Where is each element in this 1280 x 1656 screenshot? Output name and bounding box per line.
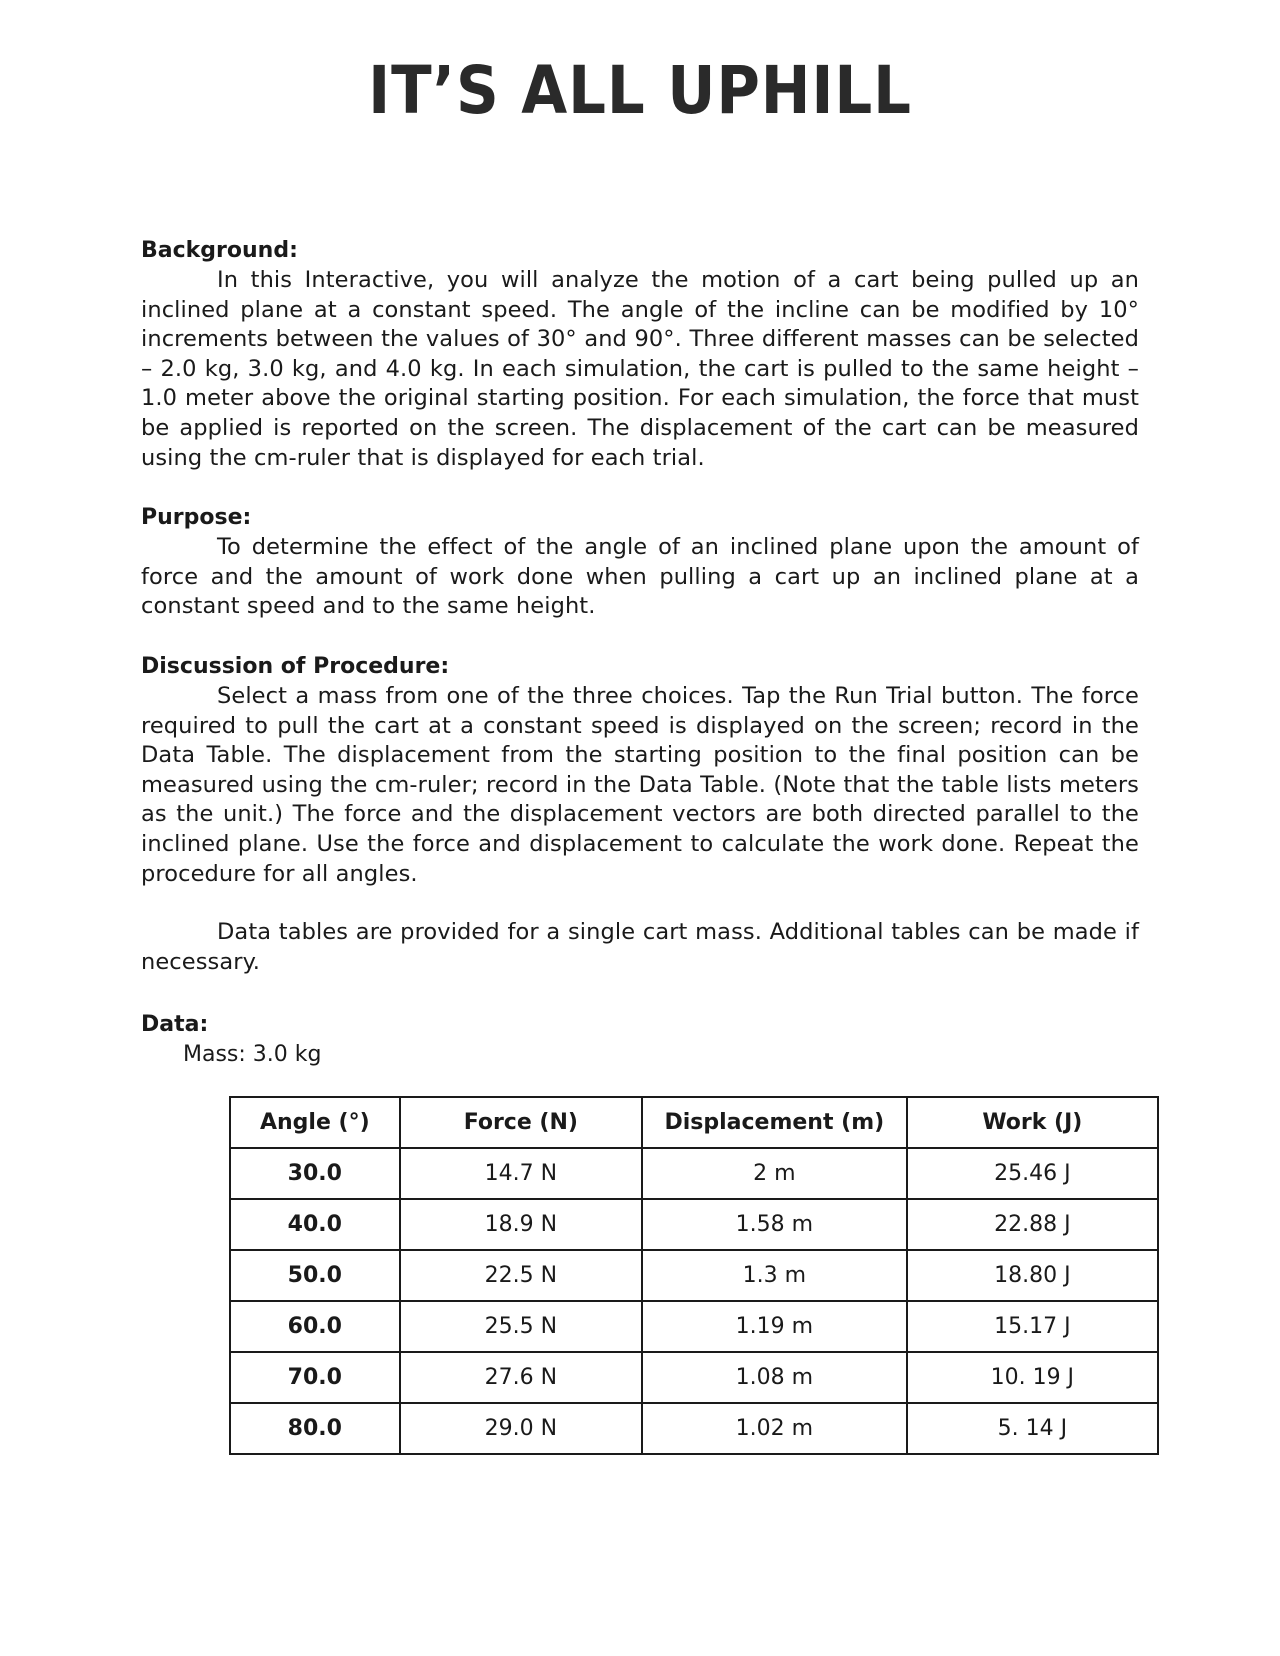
mass-label: Mass: 3.0 kg — [183, 1042, 322, 1067]
header-angle: Angle (°) — [230, 1097, 400, 1148]
displacement-cell: 1.58 m — [642, 1199, 907, 1250]
procedure-text-1: Select a mass from one of the three choices. Tap the Run Trial button. The force required to pull the cart at a constant speed is displayed on the screen; record in the Data Table. The displacement from the starting position to the final position can be measured using the cm-ruler; record in the Data Table. (Note that the table lists meters as the unit.) The force and the displacement vectors are both directed parallel to the inclined plane. Use the force and displacement to calculate the work done. Repeat the procedure for all angles. — [141, 683, 1139, 887]
work-cell: 22.88 J — [907, 1199, 1158, 1250]
purpose-section — [141, 503, 1139, 622]
header-work: Work (J) — [907, 1097, 1158, 1148]
angle-cell: 60.0 — [230, 1301, 400, 1352]
table-header-row — [230, 1097, 1158, 1148]
force-cell: 18.9 N — [400, 1199, 642, 1250]
work-cell: 10. 19 J — [907, 1352, 1158, 1403]
procedure-text-2: Data tables are provided for a single cart mass. Additional tables can be made if necessary. — [141, 919, 1139, 975]
work-cell: 15.17 J — [907, 1301, 1158, 1352]
header-displacement: Displacement (m) — [642, 1097, 907, 1148]
force-cell: 14.7 N — [400, 1148, 642, 1199]
displacement-cell: 1.19 m — [642, 1301, 907, 1352]
work-cell: 25.46 J — [907, 1148, 1158, 1199]
table-row — [230, 1250, 1158, 1301]
purpose-heading: Purpose: — [141, 505, 252, 530]
purpose-text: To determine the effect of the angle of an inclined plane upon the amount of force and the amount of work done when pulling a cart up an inclined plane at a constant speed and to the same height. — [141, 534, 1139, 620]
angle-cell: 40.0 — [230, 1199, 400, 1250]
table-row — [230, 1301, 1158, 1352]
work-cell: 5. 14 J — [907, 1403, 1158, 1454]
displacement-cell: 1.3 m — [642, 1250, 907, 1301]
force-cell: 25.5 N — [400, 1301, 642, 1352]
force-cell: 29.0 N — [400, 1403, 642, 1454]
page-title: IT’S ALL UPHILL — [368, 52, 912, 129]
force-cell: 27.6 N — [400, 1352, 642, 1403]
angle-cell: 50.0 — [230, 1250, 400, 1301]
background-text: In this Interactive, you will analyze the motion of a cart being pulled up an inclined plane at a constant speed. The angle of the incline can be modified by 10° increments between the values of 30° and 90°. Three different masses can be selected – 2.0 kg, 3.0 kg, and 4.0 kg. In each simulation, the cart is pulled to the same height – 1.0 meter above the original starting position. For each simulation, the force that must be applied is reported on the screen. The displacement of the cart can be measured using the cm-ruler that is displayed for each trial. — [141, 267, 1139, 471]
table-row — [230, 1403, 1158, 1454]
angle-cell: 80.0 — [230, 1403, 400, 1454]
data-section — [141, 1010, 1139, 1070]
displacement-cell: 2 m — [642, 1148, 907, 1199]
force-cell: 22.5 N — [400, 1250, 642, 1301]
background-heading: Background: — [141, 238, 298, 263]
table-row — [230, 1199, 1158, 1250]
displacement-cell: 1.08 m — [642, 1352, 907, 1403]
header-force: Force (N) — [400, 1097, 642, 1148]
table-row — [230, 1352, 1158, 1403]
angle-cell: 30.0 — [230, 1148, 400, 1199]
data-heading: Data: — [141, 1012, 209, 1037]
work-cell: 18.80 J — [907, 1250, 1158, 1301]
data-table — [229, 1096, 1159, 1455]
displacement-cell: 1.02 m — [642, 1403, 907, 1454]
table-row — [230, 1148, 1158, 1199]
procedure-section — [141, 652, 1139, 977]
background-section — [141, 236, 1139, 473]
procedure-heading: Discussion of Procedure: — [141, 654, 450, 679]
angle-cell: 70.0 — [230, 1352, 400, 1403]
